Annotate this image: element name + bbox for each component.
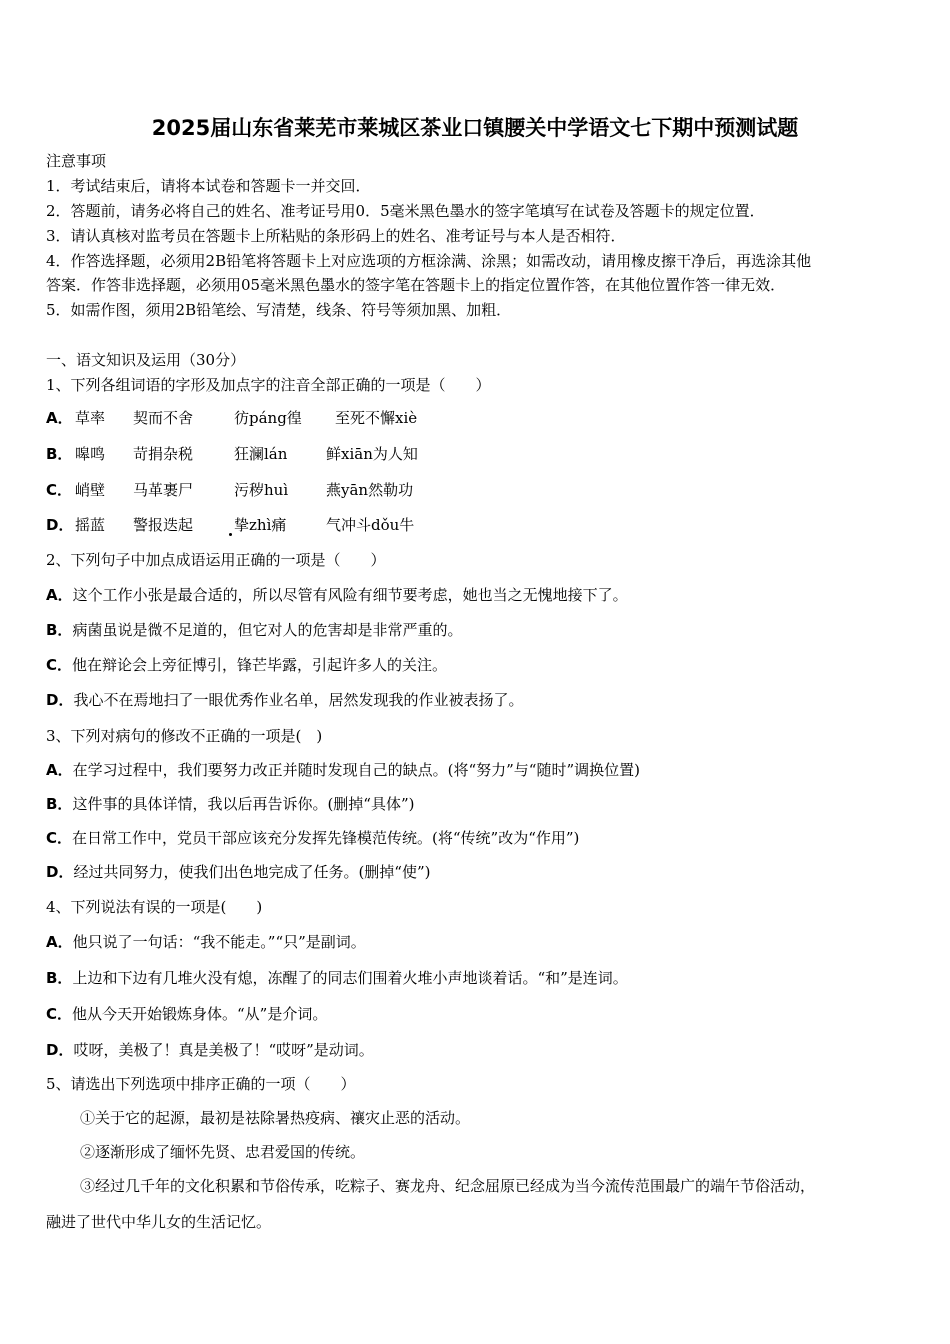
- option-text: 他在辩论会上旁征博引，锋芒毕露，引起许多人的关注。: [72, 656, 448, 674]
- option-label: B．: [46, 969, 73, 987]
- word: 摇蓝: [75, 516, 106, 534]
- question-5-stem: 5、请选出下列选项中排序正确的一项（ ）: [46, 1075, 356, 1093]
- q4-option-d: [46, 1040, 374, 1060]
- word: 狂澜lán: [234, 445, 288, 463]
- question-2-stem: 2、下列句子中加点成语运用正确的一项是（ ）: [46, 551, 386, 569]
- option-text: 这件事的具体详情，我以后再告诉你。(删掉“具体”): [72, 795, 415, 813]
- section-heading: 一、语文知识及运用（30分）: [46, 351, 246, 369]
- option-label: A．: [46, 933, 73, 951]
- q4-option-c: [46, 1004, 327, 1024]
- option-text: 经过共同努力，使我们出色地完成了任务。(删掉“使”): [73, 863, 431, 881]
- word: 彷páng徨: [234, 409, 302, 427]
- notice-item: 4．作答选择题，必须用2B铅笔将答题卡上对应选项的方框涂满、涂黑；如需改动，请用橡皮擦干净后，再选涂其他: [46, 252, 812, 270]
- option-label: D．: [46, 516, 74, 534]
- option-text: 我心不在焉地扫了一眼优秀作业名单，居然发现我的作业被表扬了。: [73, 691, 524, 709]
- notice-item: 1．考试结束后，请将本试卷和答题卡一并交回．: [46, 177, 371, 195]
- word: 挚zhì痛: [234, 516, 287, 534]
- question-3-stem: 3、下列对病句的修改不正确的一项是( ): [46, 727, 323, 745]
- option-label: D．: [46, 1041, 74, 1059]
- q2-option-d: [46, 690, 523, 710]
- notice-item: 5．如需作图，须用2B铅笔绘、写清楚，线条、符号等须加黑、加粗．: [46, 301, 512, 319]
- question-4-stem: 4、下列说法有误的一项是( ): [46, 898, 263, 916]
- page-title: 2025届山东省莱芜市莱城区茶业口镇腰关中学语文七下期中预测试题: [151, 116, 799, 140]
- q5-item: ③经过几千年的文化积累和节俗传承，吃粽子、赛龙舟、纪念屈原已经成为当今流传范围最广的端午节俗活动，: [80, 1177, 816, 1195]
- option-text: 哎呀，美极了！真是美极了！“哎呀”是动词。: [73, 1041, 374, 1059]
- option-text: 他只说了一句话：“我不能走。”“只”是副词。: [72, 933, 366, 951]
- word: 污秽huì: [234, 481, 289, 499]
- q4-option-b: [46, 968, 628, 988]
- q3-option-a: [46, 760, 640, 780]
- word: 警报迭起: [133, 516, 194, 534]
- word: 峭壁: [75, 481, 106, 499]
- word: 气冲斗dǒu牛: [326, 516, 415, 534]
- notice-heading: 注意事项: [46, 152, 107, 170]
- word: 嗥鸣: [75, 445, 106, 463]
- notice-item: 答案．作答非选择题，必须用05毫米黑色墨水的签字笔在答题卡上的指定位置作答，在其他位置作答一律无效．: [46, 276, 786, 294]
- q5-item-continued: 融进了世代中华儿女的生活记忆。: [46, 1213, 272, 1231]
- option-text: 这个工作小张是最合适的，所以尽管有风险有细节要考虑，她也当之无愧地接下了。: [72, 586, 628, 604]
- word: 鲜xiān为人知: [326, 445, 418, 463]
- word: 契而不舍: [133, 409, 194, 427]
- option-label: C．: [46, 481, 73, 499]
- option-text: 他从今天开始锻炼身体。“从”是介词。: [72, 1005, 328, 1023]
- option-label: A．: [46, 586, 73, 604]
- word: 草率: [75, 409, 106, 427]
- word: 至死不懈xiè: [335, 409, 418, 427]
- q5-item: ②逐渐形成了缅怀先贤、忠君爱国的传统。: [80, 1143, 366, 1161]
- option-text: 病菌虽说是微不足道的，但它对人的危害却是非常严重的。: [72, 621, 463, 639]
- option-label: D．: [46, 691, 74, 709]
- option-label: A．: [46, 761, 73, 779]
- option-label: B．: [46, 795, 73, 813]
- option-label: C．: [46, 656, 73, 674]
- option-text: 上边和下边有几堆火没有熄，冻醒了的同志们围着火堆小声地谈着话。“和”是连词。: [72, 969, 628, 987]
- q4-option-a: [46, 932, 366, 952]
- option-label: B．: [46, 621, 73, 639]
- notice-item: 2．答题前，请务必将自己的姓名、准考证号用0．5毫米黑色墨水的签字笔填写在试卷及答题卡的规定位置．: [46, 202, 765, 220]
- q3-option-d: [46, 862, 431, 882]
- emphasis-dot: [229, 533, 232, 536]
- option-label: B．: [46, 445, 73, 463]
- option-text: 在日常工作中，党员干部应该充分发挥先锋模范传统。(将“传统”改为“作用”): [72, 829, 580, 847]
- notice-item: 3．请认真核对监考员在答题卡上所粘贴的条形码上的姓名、准考证号与本人是否相符．: [46, 227, 626, 245]
- q2-option-c: [46, 655, 447, 675]
- q5-item: ①关于它的起源，最初是祛除暑热疫病、禳灾止恶的活动。: [80, 1109, 471, 1127]
- option-label: A．: [46, 409, 73, 427]
- word: 苛捐杂税: [133, 445, 194, 463]
- word: 马革裹尸: [133, 481, 194, 499]
- option-label: C．: [46, 1005, 73, 1023]
- option-text: 在学习过程中，我们要努力改正并随时发现自己的缺点。(将“努力”与“随时”调换位置): [72, 761, 640, 779]
- q2-option-b: [46, 620, 462, 640]
- q2-option-a: [46, 585, 628, 605]
- q3-option-b: [46, 794, 414, 814]
- q3-option-c: [46, 828, 579, 848]
- word: 燕yān然勒功: [326, 481, 414, 499]
- option-label: C．: [46, 829, 73, 847]
- question-1-stem: 1、下列各组词语的字形及加点字的注音全部正确的一项是（ ）: [46, 376, 491, 394]
- option-label: D．: [46, 863, 74, 881]
